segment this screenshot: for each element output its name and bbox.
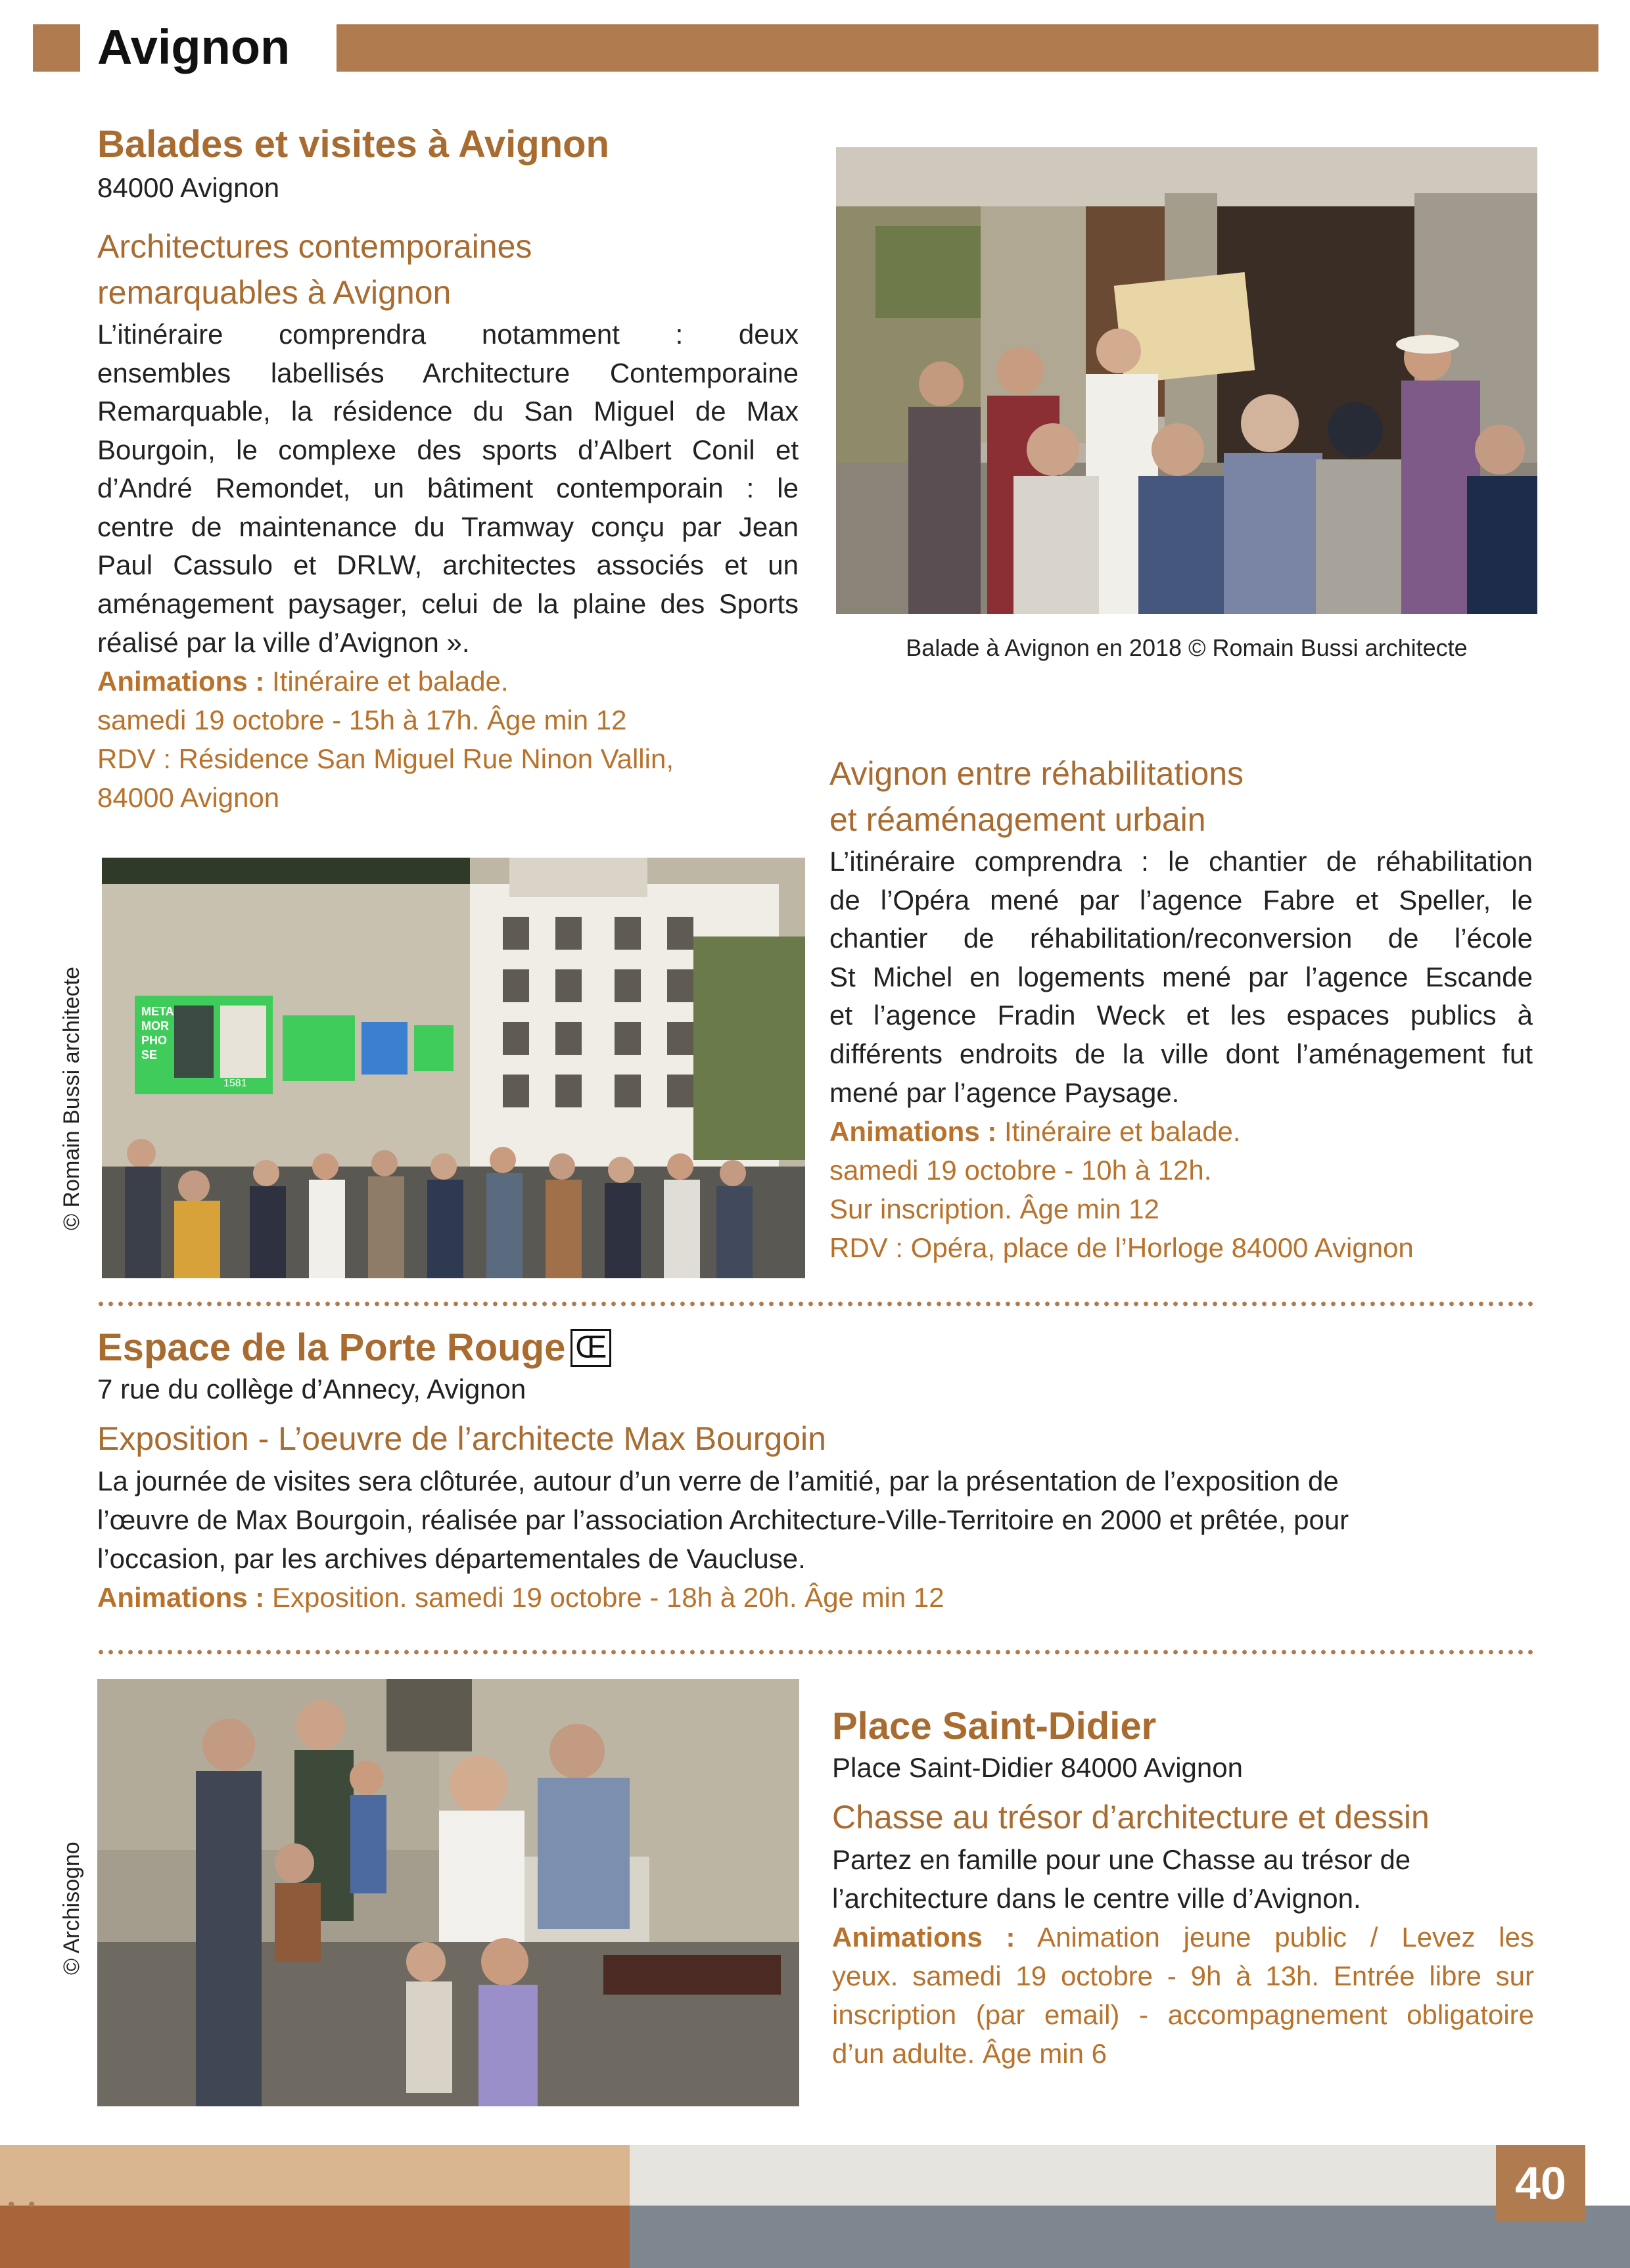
section-title-saint-didier: Place Saint-Didier [832,1705,1157,1747]
section-title-porte-rouge [97,1325,1543,1371]
text-line: St Michel en logements mené par l’agence Escande [829,961,1533,992]
date-line: samedi 19 octobre - 15h à 17h. Âge min 12 [97,705,627,735]
section-address-balades: 84000 Avignon [97,172,280,203]
photo-caption-balade: Balade à Avignon en 2018 © Romain Bussi architecte [906,634,1468,661]
subsection-title-line: remarquables à Avignon [97,274,452,311]
text-line: La journée de visites sera clôturée, autour d’un verre de l’amitié, par la présentation de l’exposition de [97,1466,1339,1496]
animations-text: Itinéraire et balade. [264,666,509,697]
rdv-line: 84000 Avignon [97,782,280,813]
animations-label: Animations : [829,1116,997,1147]
footer-band-rust [0,2206,630,2268]
text-line: mené par l’agence Paysage. [829,1077,1180,1108]
text-line: et l’agence Fradin Weck et les espaces publics à [829,1000,1533,1030]
description-architectures [97,315,799,623]
subsection-rehabilitations [829,751,1533,1267]
description-rehabilitations [829,843,1533,1073]
footer-band-light-grey [630,2145,1496,2206]
subsection-title-line: et réaménagement urbain [829,801,1206,838]
sign-text-3: PHO [141,1034,168,1047]
animations-line [832,1918,1534,1956]
text-line: aménagement paysager, celui de la plaine des Sports [97,588,799,619]
header-accent-block [33,24,80,72]
text-line: Remarquable, la résidence du San Miguel de Max [97,396,799,427]
sign-text-2: MOR [141,1019,169,1032]
section-title-balades: Balades et visites à Avignon [97,123,609,166]
sign-year: 1581 [223,1078,247,1089]
animations-label: Animations : [97,1582,265,1613]
animations-line [829,1112,1533,1151]
rdv-line: RDV : Résidence San Miguel Rue Ninon Vallin, [97,743,674,774]
photo-balade-group [836,147,1537,614]
animations-label: Animations : [832,1922,1015,1953]
text-line: L’itinéraire comprendra : le chantier de réhabilitation [829,846,1533,877]
text-line: centre de maintenance du Tramway conçu par Jean [97,511,799,542]
footer-band-light-tan [0,2145,630,2206]
text-line: d’André Remondet, un bâtiment contemporain : le [97,473,799,503]
text-line: Partez en famille pour une Chasse au trésor de [832,1844,1411,1875]
text-line: Bourgoin, le complexe des sports d’Albert Conil et [97,434,799,465]
text-line: L’itinéraire comprendra notamment : deux [97,319,799,350]
animations-line [97,662,799,701]
footer-band-slate [630,2206,1630,2268]
subsection-title-line: Architectures contemporaines [97,228,532,265]
sign-text-4: SE [141,1048,158,1061]
photo-wall-exhibition [102,858,805,1278]
subsection-title-line: Avignon entre réhabilitations [829,755,1244,792]
text-line: différents endroits de la ville dont l’aménagement fut [829,1038,1533,1069]
rdv-line: RDV : Opéra, place de l’Horloge 84000 Avignon [829,1232,1414,1263]
photo-credit-archisogno: © Archisogno [59,1841,84,1975]
footer-dots: • • [8,2194,39,2215]
date-line: samedi 19 octobre - 10h à 12h. [829,1155,1212,1186]
page-title: Avignon [97,20,291,74]
page-number: 40 [1496,2145,1585,2221]
text-line: chantier de réhabilitation/reconversion de l’école [829,923,1533,954]
section-address-porte-rouge: 7 rue du collège d’Annecy, Avignon [97,1374,526,1404]
text-line: l’architecture dans le centre ville d’Avignon. [832,1883,1361,1914]
text-line: Paul Cassulo et DRLW, architectes associés et un [97,549,799,580]
section-saint-didier [832,1703,1534,2073]
animations-text: Exposition. samedi 19 octobre - 18h à 20h. Âge min 12 [264,1582,944,1613]
animations-line [97,1578,1543,1617]
animations-line: d’un adulte. Âge min 6 [832,2038,1107,2069]
photo-treasure-hunt [97,1679,799,2106]
animations-text: Animation jeune public / Levez les [1015,1922,1534,1953]
text-line: de l’Opéra mené par l’agence Fabre et Speller, le [829,884,1533,915]
animations-label: Animations : [97,666,265,697]
section-address-saint-didier: Place Saint-Didier 84000 Avignon [832,1752,1243,1783]
dotted-separator [96,1650,1538,1655]
section-porte-rouge [97,1325,1543,1617]
animations-text: Itinéraire et balade. [996,1116,1241,1147]
dotted-separator [96,1301,1538,1307]
text-line: réalisé par la ville d’Avignon ». [97,627,470,658]
text-line: l’œuvre de Max Bourgoin, réalisée par l’association Architecture-Ville-Territoire en 2000 et prêtée, pour [97,1504,1349,1535]
text-line: ensembles labellisés Architecture Contemporaine [97,357,799,388]
subsection-title-exposition: Exposition - L’oeuvre de l’architecte Max Bourgoin [97,1420,826,1457]
text-line: l’occasion, par les archives départementales de Vaucluse. [97,1543,806,1574]
oe-logo-icon: Œ [570,1329,611,1367]
sign-text-1: META [141,1005,174,1018]
inscription-line: Sur inscription. Âge min 12 [829,1193,1159,1224]
subsection-architectures [97,223,799,817]
header-bar [337,24,1598,72]
section-title-text: Espace de la Porte Rouge [97,1326,566,1369]
animations-line: inscription (par email) - accompagnement obligatoire [832,1999,1534,2030]
description-chasse [832,1840,1534,1918]
photo-credit-bussi: © Romain Bussi architecte [59,966,84,1230]
animations-line: yeux. samedi 19 octobre - 9h à 13h. Entrée libre sur [832,1960,1534,1991]
subsection-title-chasse: Chasse au trésor d’architecture et dessin [832,1799,1430,1836]
description-exposition [97,1462,1543,1578]
